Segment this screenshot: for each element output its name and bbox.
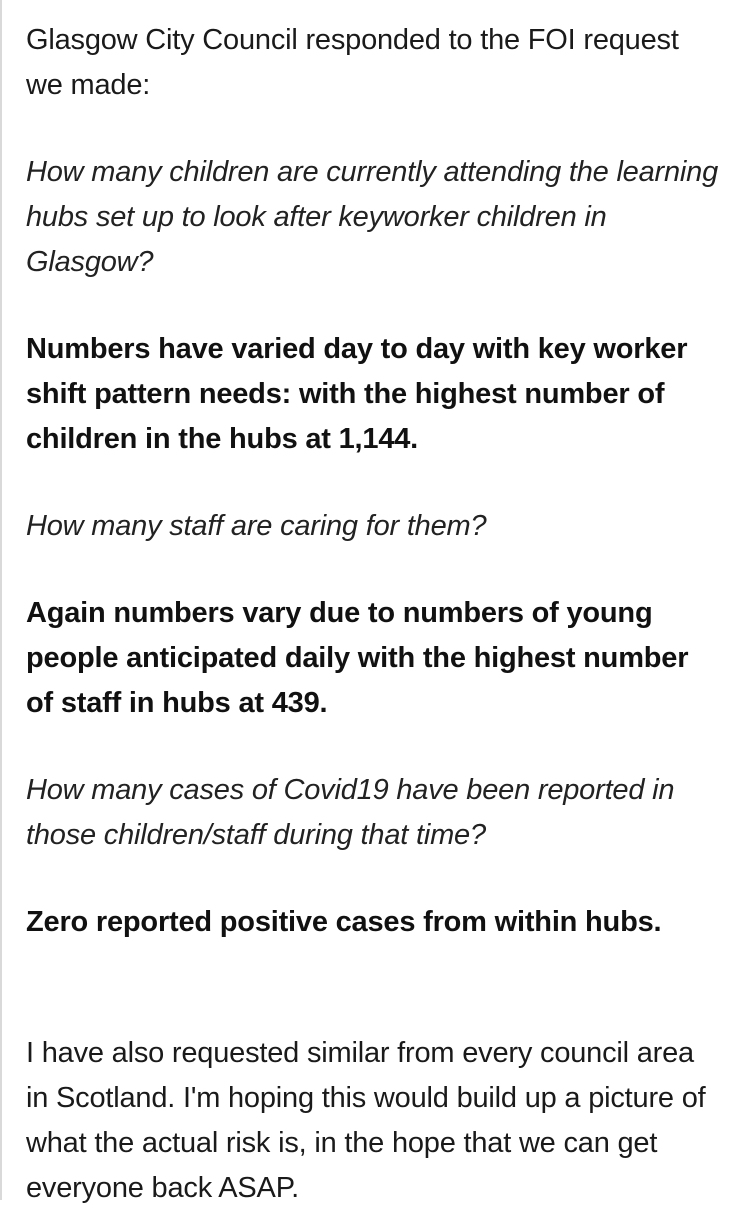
intro-text: Glasgow City Council responded to the FOI request we made: [26, 24, 679, 101]
question-staff: How many staff are caring for them? [26, 510, 487, 542]
answer-children: Numbers have varied day to day with key worker shift pattern needs: with the highest number of children in the hubs at 1,144. [26, 333, 688, 455]
question-covid-cases: How many cases of Covid19 have been reported in those children/staff during that time? [26, 774, 675, 851]
closing-text: I have also requested similar from every council area in Scotland. I'm hoping this would build up a picture of what the actual risk is, in the hope that we can get everyone back ASAP. [26, 1037, 706, 1204]
answer-covid-cases: Zero reported positive cases from within hubs. [26, 906, 662, 938]
question-children: How many children are currently attending the learning hubs set up to look after keyworker children in Glasgow? [26, 156, 719, 278]
answer-staff: Again numbers vary due to numbers of young people anticipated daily with the highest number of staff in hubs at 439. [26, 597, 689, 719]
